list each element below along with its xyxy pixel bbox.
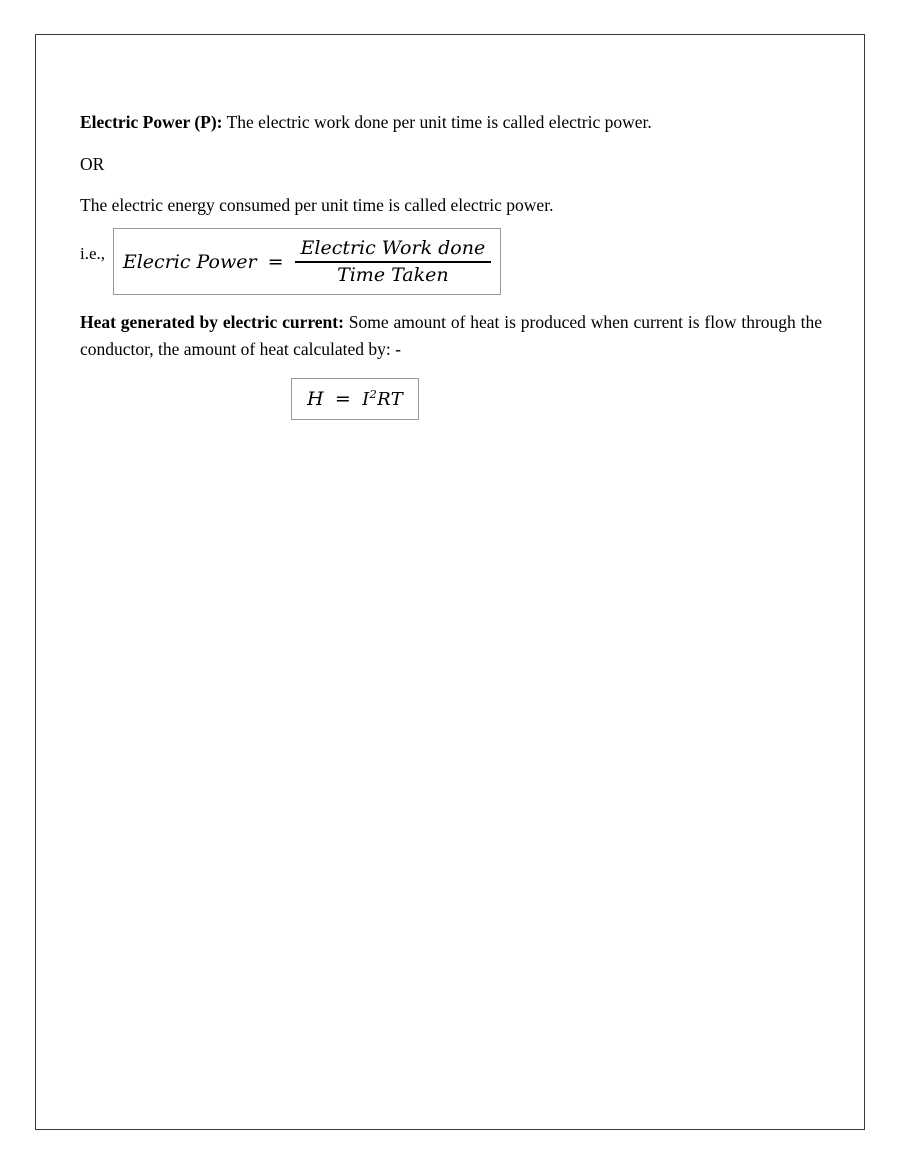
formula-heat-rest: RT [377, 389, 403, 411]
formula-power-equals-sign: = [267, 250, 284, 273]
text-heat-generated: Some amount of heat is produced when current is flow through the conductor, the amount of heat calculated by: - [80, 312, 822, 360]
paragraph-electric-power-definition [80, 109, 822, 136]
formula-heat-exponent: 2 [369, 387, 378, 402]
formula-heat-expression [307, 387, 403, 410]
formula-label-ie: i.e., [80, 244, 106, 264]
heading-electric-power: Electric Power (P): [80, 112, 223, 132]
text-electric-power-definition: The electric work done per unit time is called electric power. [222, 112, 652, 132]
formula-heat-rhs [362, 387, 403, 410]
heading-heat-generated: Heat generated by electric current: [80, 312, 344, 333]
formula-row-heat [80, 378, 822, 420]
formula-power-denominator: Time Taken [337, 263, 449, 286]
formula-heat-equals-sign: = [334, 387, 352, 410]
formula-power-fraction [295, 238, 492, 286]
formula-power-lhs: Elecric Power [122, 250, 257, 273]
paragraph-electric-energy-definition: The electric energy consumed per unit time is called electric power. [80, 194, 554, 215]
formula-electric-power-expression [123, 238, 491, 286]
formula-heat-variable: I [362, 389, 370, 411]
formula-box-heat [291, 378, 419, 420]
paragraph-heat-generated [80, 309, 822, 362]
formula-heat-lhs: H [306, 387, 324, 410]
formula-box-electric-power [113, 228, 501, 295]
page-content-area [80, 109, 822, 434]
document-page [35, 34, 865, 1130]
formula-power-numerator: Electric Work done [300, 236, 486, 259]
formula-row-electric-power [80, 228, 822, 295]
paragraph-or-separator: OR [80, 153, 105, 174]
